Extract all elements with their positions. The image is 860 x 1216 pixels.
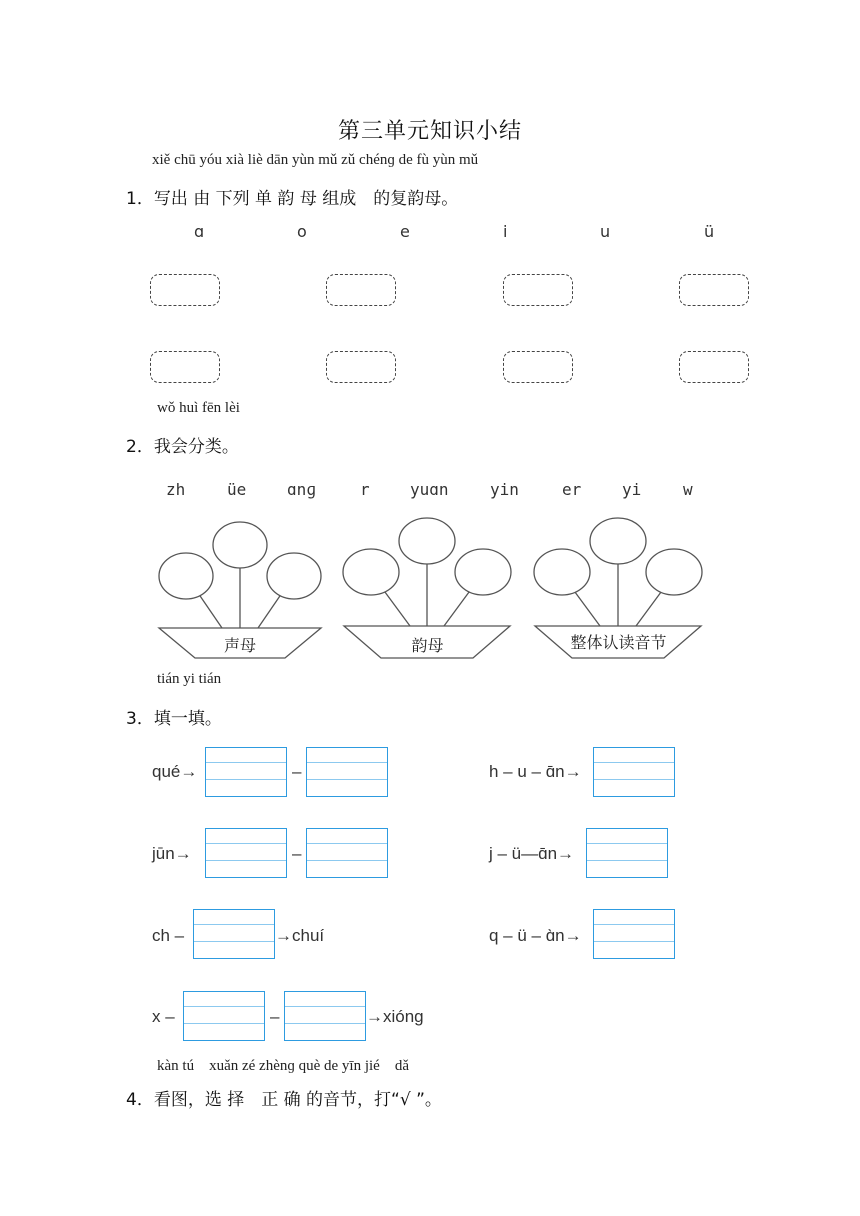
- q1-letter-v: ü: [704, 222, 715, 241]
- q3-text: 3．填一填。: [126, 709, 222, 729]
- word-w: w: [683, 480, 693, 499]
- answer-box[interactable]: [326, 274, 396, 306]
- writing-box[interactable]: [306, 747, 388, 797]
- q4-text: 4．看图，选 择 正 确 的音节，打“√ ”。: [126, 1090, 442, 1110]
- q1-letter-a: ɑ: [194, 222, 205, 241]
- q1-letter-u: u: [600, 222, 611, 241]
- tray-label-zhengti: 整体认读音节: [570, 633, 667, 652]
- writing-box[interactable]: [193, 909, 275, 959]
- writing-box[interactable]: [205, 828, 287, 878]
- writing-box[interactable]: [586, 828, 668, 878]
- q1-letter-i: i: [503, 222, 508, 241]
- bubble-ym-1[interactable]: [343, 549, 399, 595]
- writing-box[interactable]: [593, 747, 675, 797]
- writing-box[interactable]: [183, 991, 265, 1041]
- answer-box[interactable]: [679, 274, 749, 306]
- answer-box[interactable]: [503, 274, 573, 306]
- ex5-suffix: →chuí: [275, 926, 325, 945]
- tray-label-yunmu: 韵母: [411, 636, 444, 655]
- word-yuan: yuɑn: [410, 480, 449, 499]
- word-yin: yin: [490, 480, 519, 499]
- ex7-prefix: x –: [152, 1007, 175, 1026]
- writing-box[interactable]: [306, 828, 388, 878]
- word-r: r: [360, 480, 370, 499]
- ex5-prefix: ch –: [152, 926, 185, 945]
- bubble-sm-3[interactable]: [267, 553, 321, 599]
- ex1-dash: –: [292, 762, 302, 781]
- ex2-prefix: h – u – ɑ̄n→: [489, 762, 582, 781]
- answer-box[interactable]: [679, 351, 749, 383]
- writing-box[interactable]: [284, 991, 366, 1041]
- word-ue: üe: [227, 480, 247, 499]
- bubble-sm-1[interactable]: [159, 553, 213, 599]
- page-title: 第三单元知识小结: [337, 119, 522, 144]
- answer-box[interactable]: [326, 351, 396, 383]
- q1-text: 1．写出 由 下列 单 韵 母 组成 的复韵母。: [126, 189, 459, 209]
- q2-text: 2．我会分类。: [126, 437, 239, 457]
- tray-label-shengmu: 声母: [223, 636, 256, 655]
- bubble-zt-1[interactable]: [534, 549, 590, 595]
- bubble-zt-3[interactable]: [646, 549, 702, 595]
- ex3-prefix: jūn→: [152, 844, 192, 863]
- bubble-ym-2[interactable]: [399, 518, 455, 564]
- ex7-dash: –: [270, 1007, 280, 1026]
- q4-pinyin: kàn tú xuǎn zé zhènɡ què de yīn jié dǎ: [157, 1058, 409, 1074]
- writing-box[interactable]: [593, 909, 675, 959]
- q1-pinyin: xiě chū yóu xià liè dān yùn mǔ zǔ chénɡ de fù yùn mǔ: [152, 152, 479, 168]
- word-yi: yi: [622, 480, 642, 499]
- ex4-prefix: j – ü—ɑ̄n→: [489, 844, 575, 863]
- word-er: er: [562, 480, 582, 499]
- bubble-ym-3[interactable]: [455, 549, 511, 595]
- bubble-zt-2[interactable]: [590, 518, 646, 564]
- answer-box[interactable]: [503, 351, 573, 383]
- q2-pinyin: wǒ huì fēn lèi: [157, 400, 240, 416]
- writing-box[interactable]: [205, 747, 287, 797]
- word-ang: ɑnɡ: [287, 480, 316, 499]
- ex6-prefix: q – ü – ɑ̀n→: [489, 926, 582, 945]
- word-zh: zh: [166, 480, 186, 499]
- ex1-prefix: qué→: [152, 762, 198, 781]
- ex7-suffix: →xiónɡ: [366, 1007, 424, 1026]
- answer-box[interactable]: [150, 351, 220, 383]
- q1-letter-o: o: [297, 222, 307, 241]
- q1-letter-e: e: [400, 222, 410, 241]
- answer-box[interactable]: [150, 274, 220, 306]
- q3-pinyin: tián yi tián: [157, 671, 222, 687]
- bubble-sm-2[interactable]: [213, 522, 267, 568]
- ex3-dash: –: [292, 844, 302, 863]
